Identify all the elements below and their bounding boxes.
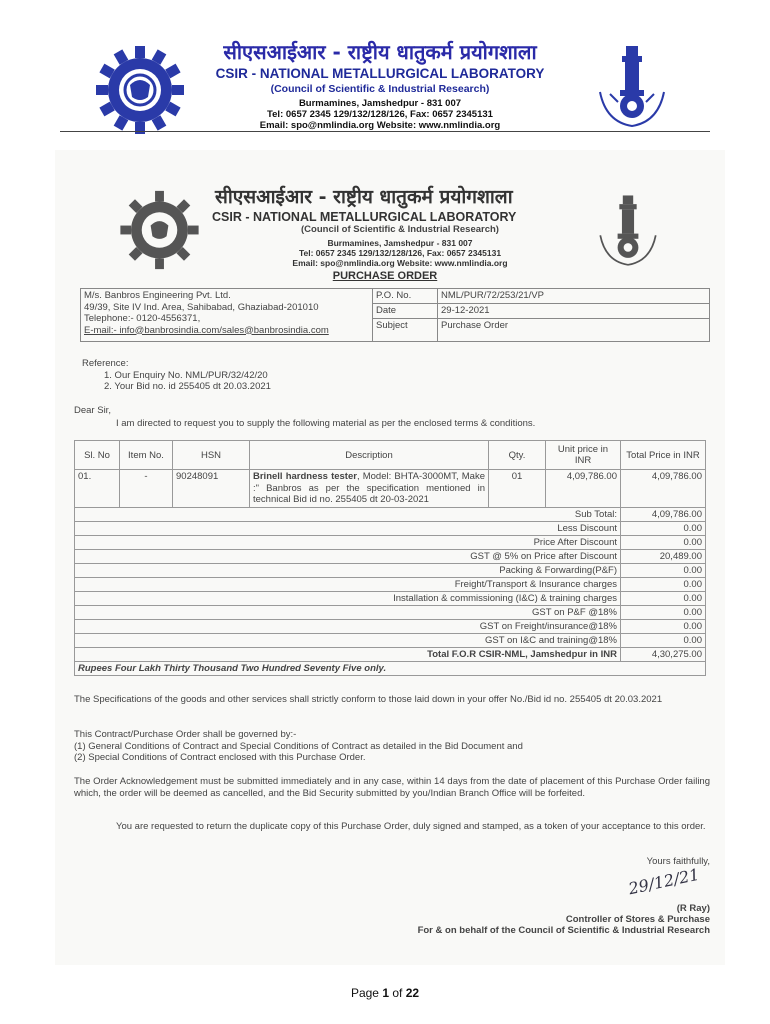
scan-hindi-title: सीएसआईआर - राष्ट्रीय धातुकर्म प्रयोगशाला: [215, 186, 513, 208]
governed-item-1: (1) General Conditions of Contract and Special Conditions of Contract as detailed in the Bid Document and: [74, 740, 523, 752]
summary-value: 0.00: [621, 633, 706, 647]
summary-row: [75, 521, 706, 535]
return-paragraph: You are requested to return the duplicate copy of this Purchase Order, duly signed and stamped, as a token of your acceptance to this order.: [116, 821, 706, 832]
items-table: [74, 440, 706, 676]
amount-in-words: Rupees Four Lakh Thirty Thousand Two Hundred Seventy Five only.: [75, 661, 706, 675]
item-description-rest: , Model: BHTA-3000MT, Make :" Banbros as per the specification mentioned in technical Bid id no. 255405 dt 20-03-2021: [253, 471, 485, 505]
header-total-price: Total Price in INR: [621, 441, 706, 470]
governed-intro: This Contract/Purchase Order shall be governed by:-: [74, 729, 297, 740]
subject-value: Purchase Order: [438, 319, 710, 342]
summary-label: GST @ 5% on Price after Discount: [75, 549, 621, 563]
subject-label: Subject: [373, 319, 438, 342]
total-value: 4,30,275.00: [621, 647, 706, 661]
item-sl: 01.: [75, 470, 120, 508]
nml-emblem-scan: [593, 192, 663, 270]
summary-value: 0.00: [621, 577, 706, 591]
item-no: -: [120, 470, 173, 508]
page-footer: [0, 986, 770, 1000]
signatory-behalf: For & on behalf of the Council of Scientific & Industrial Research: [417, 925, 710, 936]
total-label: Total F.O.R CSIR-NML, Jamshedpur in INR: [75, 647, 621, 661]
summary-label: Installation & commissioning (I&C) & training charges: [75, 591, 621, 605]
summary-row: [75, 577, 706, 591]
nml-emblem: [592, 42, 672, 132]
signatory-designation: Controller of Stores & Purchase: [565, 914, 710, 925]
signatory-name: (R Ray): [676, 903, 710, 914]
vendor-name: M/s. Banbros Engineering Pvt. Ltd.: [84, 290, 231, 301]
summary-row: [75, 563, 706, 577]
vendor-phone: Telephone:- 0120-4556371,: [84, 313, 201, 324]
summary-value: 0.00: [621, 619, 706, 633]
summary-row: [75, 507, 706, 521]
vendor-email: E-mail:- info@banbrosindia.com/sales@banbrosindia.com: [84, 324, 329, 336]
summary-value: 0.00: [621, 563, 706, 577]
reference-1: 1. Our Enquiry No. NML/PUR/32/42/20: [104, 369, 268, 381]
summary-value: 0.00: [621, 605, 706, 619]
summary-label: Sub Total:: [75, 507, 621, 521]
summary-row: [75, 549, 706, 563]
summary-row: [75, 633, 706, 647]
header-item-no: Item No.: [120, 441, 173, 470]
reference-label: Reference:: [82, 358, 129, 369]
footer-prefix: Page: [350, 986, 383, 1000]
scan-council: (Council of Scientific & Industrial Research): [301, 224, 499, 235]
date-value: 29-12-2021: [438, 304, 710, 319]
summary-total-row: [75, 647, 706, 661]
summary-label: GST on Freight/insurance@18%: [75, 619, 621, 633]
letterhead-tel-fax: Tel: 0657 2345 129/132/128/126, Fax: 0657 2345131: [267, 109, 493, 120]
letterhead-council: (Council of Scientific & Industrial Research): [270, 83, 490, 95]
letterhead-divider: [60, 131, 710, 132]
footer-page-number: 1: [382, 986, 389, 1000]
scan-address: Burmamines, Jamshedpur - 831 007: [327, 238, 473, 248]
footer-total-pages: 22: [405, 986, 420, 1000]
summary-label: Freight/Transport & Insurance charges: [75, 577, 621, 591]
governed-block: [74, 729, 710, 764]
intro-text: I am directed to request you to supply the following material as per the enclosed terms & conditions.: [116, 418, 536, 429]
summary-label: GST on I&C and training@18%: [75, 633, 621, 647]
header-qty: Qty.: [489, 441, 546, 470]
summary-value: 0.00: [621, 521, 706, 535]
summary-row: [75, 591, 706, 605]
summary-value: 0.00: [621, 591, 706, 605]
item-qty: 01: [489, 470, 546, 508]
po-header-table: [80, 288, 710, 342]
summary-label: Price After Discount: [75, 535, 621, 549]
header-sl-no: Sl. No: [75, 441, 120, 470]
header-hsn: HSN: [173, 441, 250, 470]
letterhead-email-web: Email: spo@nmlindia.org Website: www.nmlindia.org: [259, 120, 501, 131]
document-title: PURCHASE ORDER: [332, 270, 438, 282]
closing: Yours faithfully,: [646, 856, 710, 867]
governed-item-2: (2) Special Conditions of Contract enclosed with this Purchase Order.: [74, 752, 366, 763]
vendor-street: 49/39, Site IV Ind. Area, Sahibabad, Ghaziabad-201010: [84, 301, 319, 313]
csir-logo-scan: [112, 190, 207, 270]
letterhead-org-name: CSIR - NATIONAL METALLURGICAL LABORATORY: [215, 66, 545, 81]
item-description-bold: Brinell hardness tester: [253, 471, 357, 482]
summary-row: [75, 619, 706, 633]
summary-label: Less Discount: [75, 521, 621, 535]
amount-words-row: [75, 661, 706, 675]
spec-paragraph: The Specifications of the goods and other services shall strictly conform to those laid down in your offer No./Bid id no. 255405 dt 20.03.2021: [74, 694, 663, 705]
item-total-price: 4,09,786.00: [621, 470, 706, 508]
table-row: [75, 470, 706, 508]
summary-row: [75, 605, 706, 619]
summary-row: [75, 535, 706, 549]
summary-label: GST on P&F @18%: [75, 605, 621, 619]
reference-block: [82, 358, 271, 393]
letterhead-address-block: [185, 98, 575, 131]
header-unit-price: Unit price in INR: [546, 441, 621, 470]
scan-address-block: [220, 238, 580, 268]
summary-value: 4,09,786.00: [621, 507, 706, 521]
letterhead-address: Burmamines, Jamshedpur - 831 007: [298, 98, 462, 109]
summary-value: 20,489.00: [621, 549, 706, 563]
vendor-address: [81, 289, 373, 342]
date-label: Date: [373, 304, 438, 319]
summary-value: 0.00: [621, 535, 706, 549]
scan-email-web: Email: spo@nmlindia.org Website: www.nmlindia.org: [292, 258, 508, 268]
item-unit-price: 4,09,786.00: [546, 470, 621, 508]
scan-tel-fax: Tel: 0657 2345 129/132/128/126, Fax: 0657 2345131: [298, 248, 502, 258]
items-header-row: [75, 441, 706, 470]
header-description: Description: [250, 441, 489, 470]
po-number-value: NML/PUR/72/253/21/VP: [438, 289, 710, 304]
summary-label: Packing & Forwarding(P&F): [75, 563, 621, 577]
reference-2: 2. Your Bid no. id 255405 dt 20.03.2021: [104, 381, 271, 392]
scan-org-name: CSIR - NATIONAL METALLURGICAL LABORATORY: [212, 210, 517, 224]
acknowledgement-paragraph: The Order Acknowledgement must be submitted immediately and in any case, within 14 days from the date of placement of this Purchase Order failing which, the order will be deemed as cancelled, and the Bid Security submitted by you/Indian Branch Office will be forfeited.: [74, 776, 710, 799]
letterhead-hindi-title: सीएसआईआर - राष्ट्रीय धातुकर्म प्रयोगशाला: [223, 40, 537, 64]
po-number-label: P.O. No.: [373, 289, 438, 304]
salutation: Dear Sir,: [74, 405, 111, 416]
item-description: [250, 470, 489, 508]
signature: 29/12/21: [626, 864, 702, 899]
footer-of: of: [389, 986, 406, 1000]
item-hsn: 90248091: [173, 470, 250, 508]
csir-logo: [90, 45, 190, 135]
